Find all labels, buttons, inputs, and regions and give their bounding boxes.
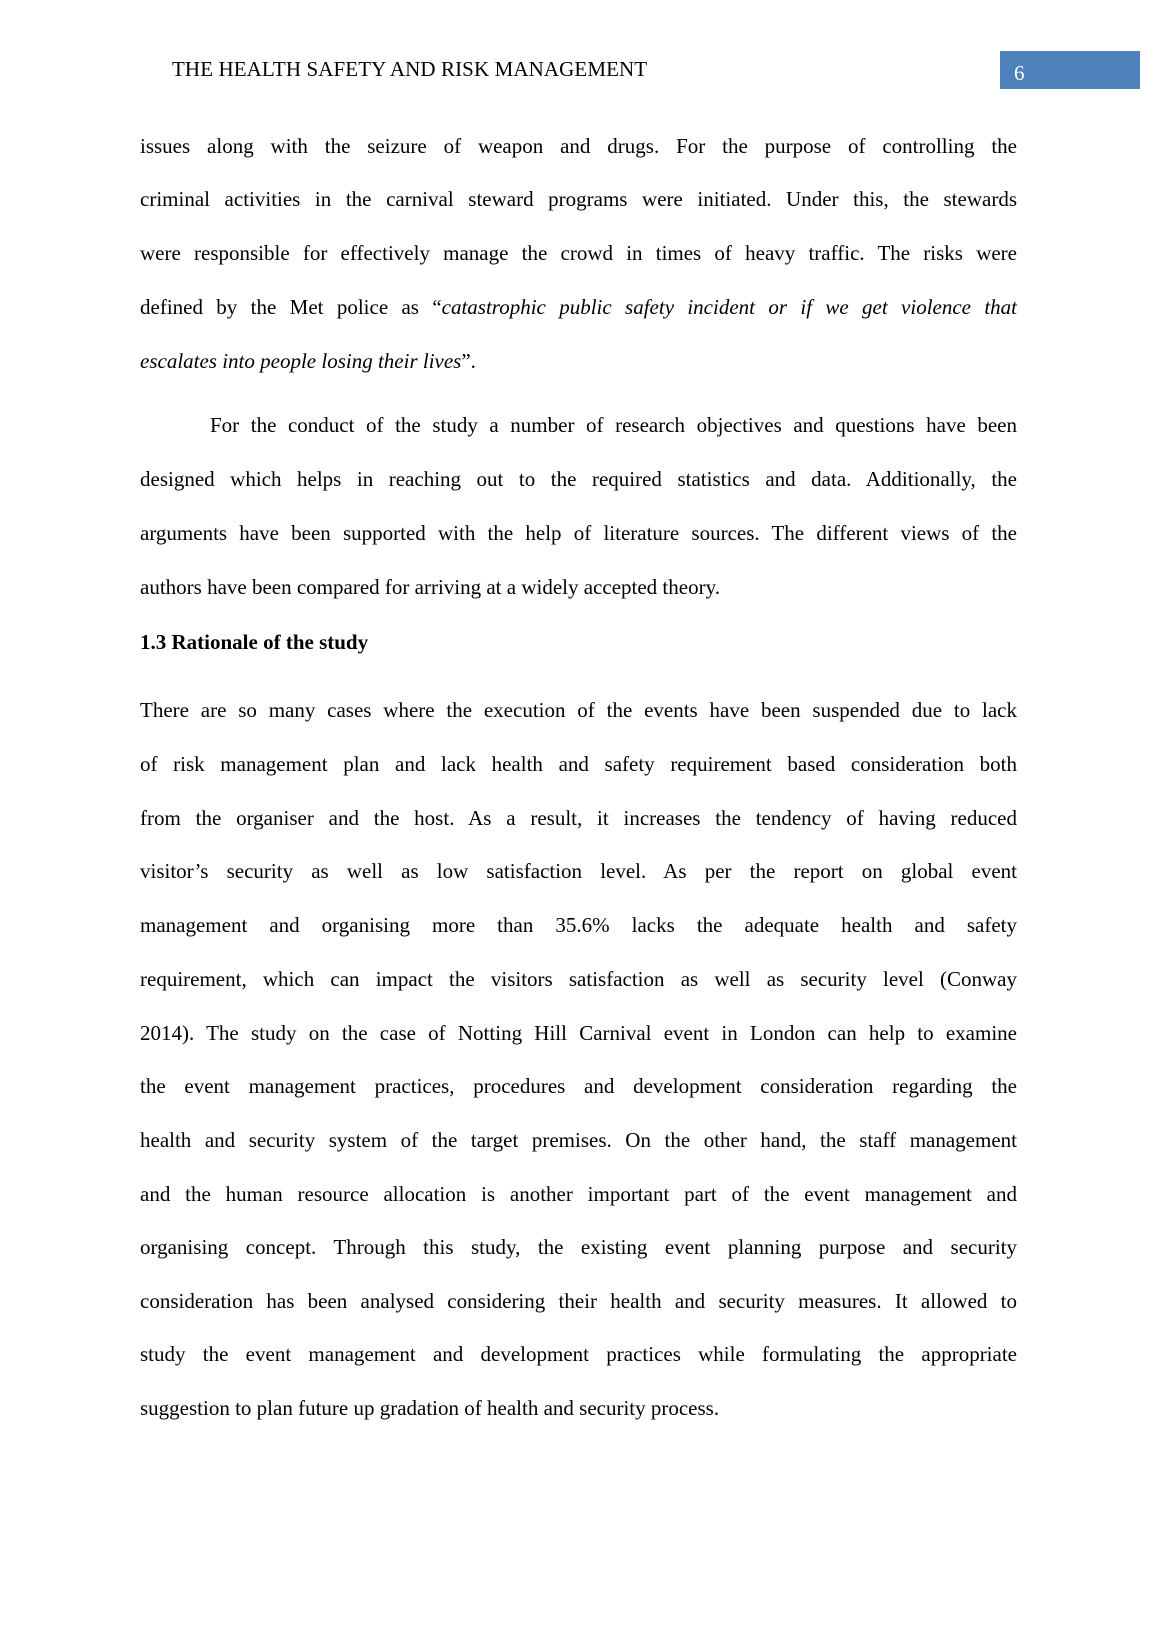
running-header: THE HEALTH SAFETY AND RISK MANAGEMENT	[172, 57, 648, 81]
page-number-box	[1000, 51, 1140, 89]
text-line	[140, 186, 1017, 212]
text-segment: criminal activities in the carnival steward programs were initiated. Under this, the stewards	[140, 187, 1017, 211]
text-segment: visitor’s security as well as low satisfaction level. As per the report on global event	[140, 859, 1017, 883]
text-line	[140, 858, 1017, 884]
text-segment: authors have been compared for arriving at a widely accepted theory.	[140, 575, 720, 599]
text-segment: management and organising more than 35.6% lacks the adequate health and safety	[140, 913, 1017, 937]
text-segment: There are so many cases where the execution of the events have been suspended due to lack	[140, 698, 1017, 722]
text-line	[210, 412, 1017, 438]
text-line	[140, 966, 1017, 992]
text-segment: were responsible for effectively manage the crowd in times of heavy traffic. The risks were	[140, 241, 1017, 265]
text-segment: issues along with the seizure of weapon and drugs. For the purpose of controlling the	[140, 134, 1017, 158]
text-segment: requirement, which can impact the visitors satisfaction as well as security level (Conway	[140, 967, 1017, 991]
text-line	[140, 912, 1017, 938]
text-line	[140, 1234, 1017, 1260]
text-segment: 2014). The study on the case of Notting Hill Carnival event in London can help to examine	[140, 1021, 1017, 1045]
text-line	[140, 574, 1017, 600]
text-segment: organising concept. Through this study, the existing event planning purpose and security	[140, 1235, 1017, 1259]
text-segment: the event management practices, procedures and development consideration regarding the	[140, 1074, 1017, 1098]
text-line	[140, 348, 1017, 374]
text-segment: arguments have been supported with the help of literature sources. The different views of the	[140, 521, 1017, 545]
text-line	[140, 805, 1017, 831]
text-line	[140, 697, 1017, 723]
text-segment: health and security system of the target premises. On the other hand, the staff management	[140, 1128, 1017, 1152]
text-line	[140, 751, 1017, 777]
text-segment: study the event management and development practices while formulating the appropriate	[140, 1342, 1017, 1366]
italic-quote: escalates into people losing their lives	[140, 349, 462, 373]
text-segment: from the organiser and the host. As a result, it increases the tendency of having reduced	[140, 806, 1017, 830]
text-line	[140, 466, 1017, 492]
text-line	[140, 1020, 1017, 1046]
text-segment: of risk management plan and lack health and safety requirement based consideration both	[140, 752, 1017, 776]
text-segment: consideration has been analysed considering their health and security measures. It allowed to	[140, 1289, 1017, 1313]
text-segment: defined by the Met police as “	[140, 295, 442, 319]
text-line	[140, 294, 1017, 320]
text-line	[140, 1288, 1017, 1314]
text-line	[140, 133, 1017, 159]
page-number: 6	[1014, 61, 1025, 85]
text-segment: and the human resource allocation is another important part of the event management and	[140, 1182, 1017, 1206]
text-line	[140, 520, 1017, 546]
text-segment: ”.	[461, 349, 476, 373]
italic-quote: catastrophic public safety incident or if we get violence that	[441, 295, 1017, 319]
text-line	[140, 1395, 1017, 1421]
text-line	[140, 240, 1017, 266]
text-line	[140, 1127, 1017, 1153]
section-heading: 1.3 Rationale of the study	[140, 630, 369, 654]
text-segment: designed which helps in reaching out to the required statistics and data. Additionally, the	[140, 467, 1017, 491]
text-line	[140, 1341, 1017, 1367]
text-line	[140, 1181, 1017, 1207]
text-segment: For the conduct of the study a number of research objectives and questions have been	[210, 413, 1017, 437]
text-line	[140, 1073, 1017, 1099]
text-segment: suggestion to plan future up gradation of health and security process.	[140, 1396, 720, 1420]
